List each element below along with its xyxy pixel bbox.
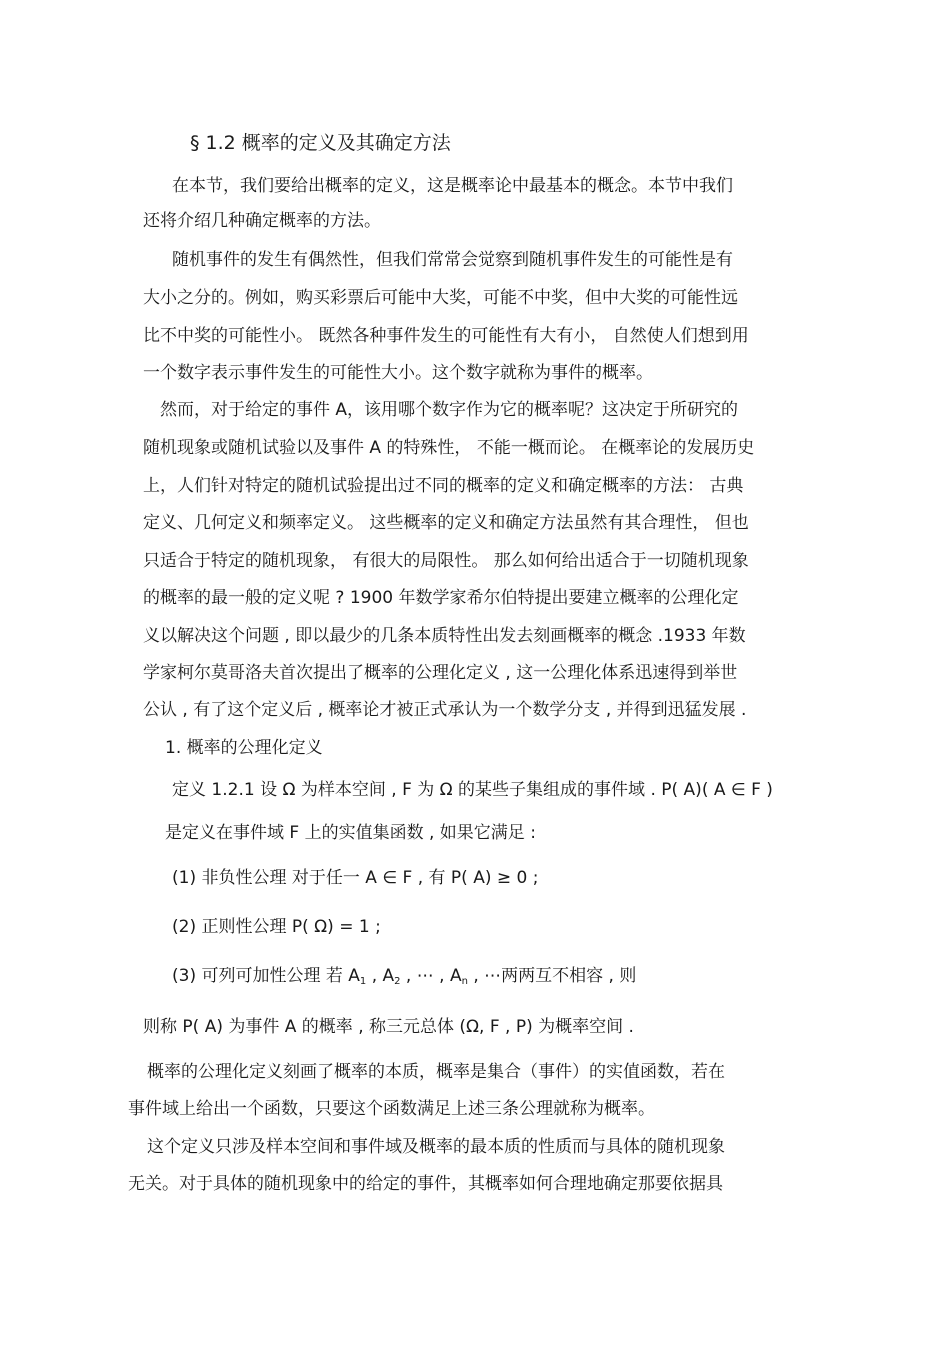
paragraph-line: 在本节，我们要给出概率的定义，这是概率论中最基本的概念。本节中我们 [172, 176, 733, 196]
paragraph-line: 上，人们针对特定的随机试验提出过不同的概率的定义和确定概率的方法： 古典 [143, 476, 744, 496]
axiom-nonnegativity: (1) 非负性公理 对于任一 A ∈ F , 有 P( A) ≥ 0 ; [172, 868, 539, 888]
paragraph-line: 还将介绍几种确定概率的方法。 [143, 211, 381, 231]
paragraph-line: 公认 , 有了这个定义后 , 概率论才被正式承认为一个数学分支 , 并得到迅猛发展 . [143, 700, 747, 720]
paragraph-line: 只适合于特定的随机现象， 有很大的局限性。 那么如何给出适合于一切随机现象 [143, 551, 749, 571]
axiom-countable-additivity: (3) 可列可加性公理 若 $A_1$ , $A_2$ , ⋯ , $A_n$ , ⋯两两互不相容 , 则 [172, 966, 637, 987]
definition-line: 定义 1.2.1 设 Ω 为样本空间 , F 为 Ω 的某些子集组成的事件域 . P( A)( A ∈ F ) [172, 780, 773, 800]
subsection-heading: 1. 概率的公理化定义 [165, 738, 323, 758]
definition-line: 是定义在事件域 F 上的实值集函数 , 如果它满足 : [165, 823, 536, 843]
paragraph-line: 随机现象或随机试验以及事件 A 的特殊性， 不能一概而论。 在概率论的发展历史 [143, 438, 755, 458]
paragraph-line: 这个定义只涉及样本空间和事件域及概率的最本质的性质而与具体的随机现象 [147, 1137, 725, 1157]
axiom-normalization: (2) 正则性公理 P( Ω) = 1 ; [172, 917, 381, 937]
paragraph-line: 事件域上给出一个函数，只要这个函数满足上述三条公理就称为概率。 [128, 1099, 655, 1119]
paragraph-line: 的概率的最一般的定义呢 ? 1900 年数学家希尔伯特提出要建立概率的公理化定 [143, 588, 739, 608]
paragraph-line: 比不中奖的可能性小。 既然各种事件发生的可能性有大有小， 自然使人们想到用 [143, 326, 749, 346]
paragraph-line: 一个数字表示事件发生的可能性大小。这个数字就称为事件的概率。 [143, 363, 653, 383]
paragraph-line: 定义、几何定义和频率定义。 这些概率的定义和确定方法虽然有其合理性， 但也 [143, 513, 749, 533]
paragraph-line: 大小之分的。例如，购买彩票后可能中大奖，可能不中奖，但中大奖的可能性远 [143, 288, 738, 308]
paragraph-line: 概率的公理化定义刻画了概率的本质，概率是集合（事件）的实值函数，若在 [147, 1062, 725, 1082]
paragraph-line: 随机事件的发生有偶然性，但我们常常会觉察到随机事件发生的可能性是有 [172, 250, 733, 270]
paragraph-line: 学家柯尔莫哥洛夫首次提出了概率的公理化定义 , 这一公理化体系迅速得到举世 [143, 663, 738, 683]
section-heading: § 1.2 概率的定义及其确定方法 [190, 132, 451, 154]
paragraph-line: 义以解决这个问题 , 即以最少的几条本质特性出发去刻画概率的概念 .1933 年数 [143, 626, 746, 646]
paragraph-line: 无关。对于具体的随机现象中的给定的事件，其概率如何合理地确定那要依据具 [128, 1174, 723, 1194]
definition-conclusion: 则称 P( A) 为事件 A 的概率 , 称三元总体 (Ω, F , P) 为概率空间 . [143, 1017, 634, 1037]
paragraph-line: 然而，对于给定的事件 A，该用哪个数字作为它的概率呢？这决定于所研究的 [160, 400, 739, 420]
